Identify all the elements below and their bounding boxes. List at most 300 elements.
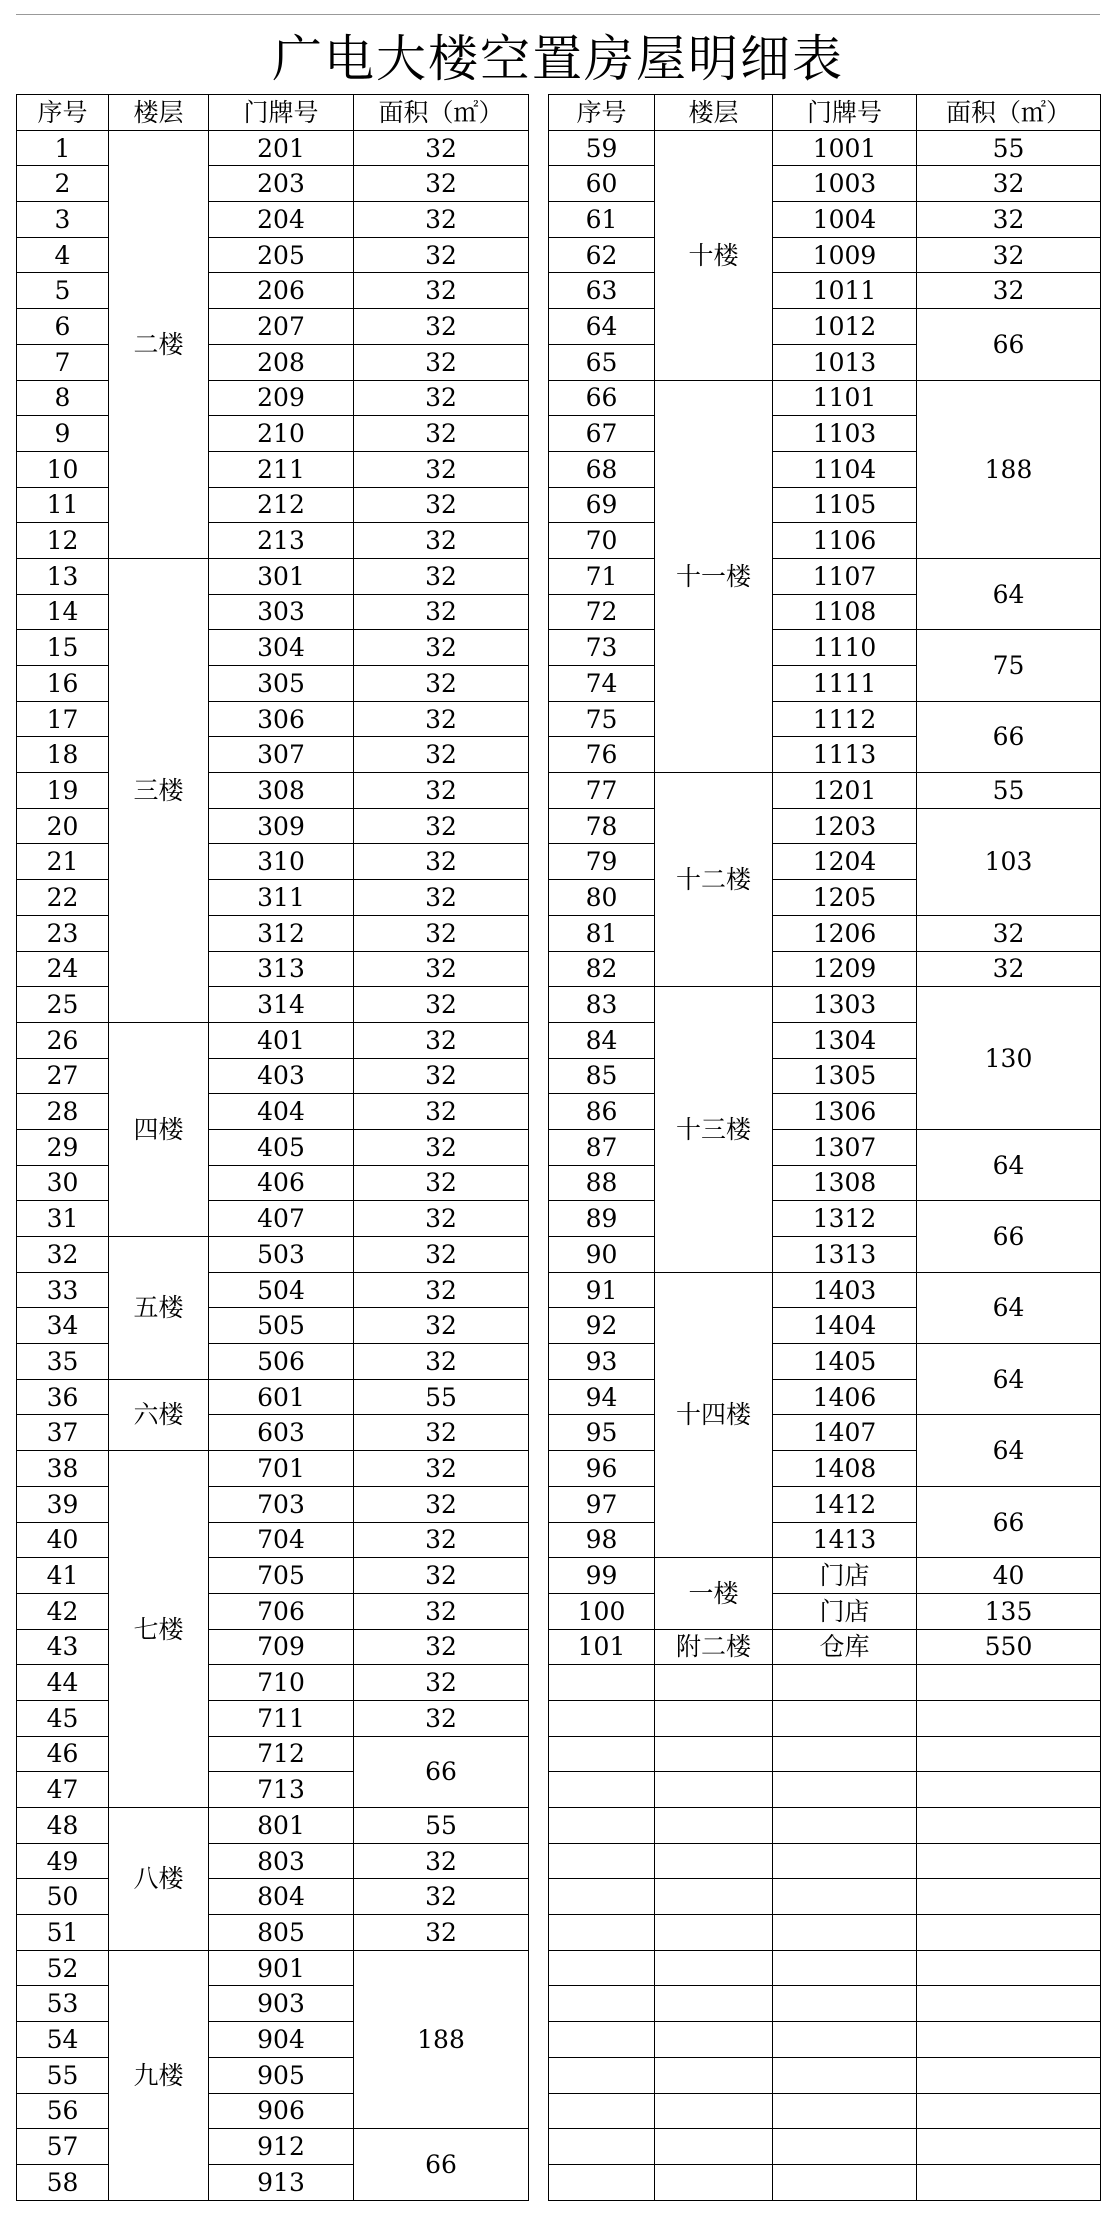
empty-row xyxy=(549,1700,1101,1736)
row-index-cell: 39 xyxy=(17,1486,109,1522)
row-index-cell: 85 xyxy=(549,1058,655,1094)
door-number-cell: 1103 xyxy=(773,416,917,452)
table-row xyxy=(549,987,1101,1023)
empty-cell xyxy=(549,2164,655,2200)
header-area: 面积（㎡） xyxy=(354,95,529,131)
row-index-cell: 100 xyxy=(549,1593,655,1629)
table-row xyxy=(549,1558,1101,1594)
area-cell: 32 xyxy=(354,487,529,523)
row-index-cell: 95 xyxy=(549,1415,655,1451)
header-index: 序号 xyxy=(549,95,655,131)
door-number-cell: 211 xyxy=(209,451,354,487)
row-index-cell: 27 xyxy=(17,1058,109,1094)
row-index-cell: 2 xyxy=(17,166,109,202)
table-row xyxy=(17,915,529,951)
empty-cell xyxy=(917,1772,1101,1808)
door-number-cell: 1011 xyxy=(773,273,917,309)
area-cell: 75 xyxy=(917,630,1101,701)
row-index-cell: 77 xyxy=(549,773,655,809)
table-row xyxy=(17,523,529,559)
door-number-cell: 1106 xyxy=(773,523,917,559)
empty-cell xyxy=(655,1808,773,1844)
door-number-cell: 310 xyxy=(209,844,354,880)
door-number-cell: 306 xyxy=(209,701,354,737)
empty-cell xyxy=(655,2057,773,2093)
table-row xyxy=(549,309,1101,345)
table-row xyxy=(17,202,529,238)
area-cell: 32 xyxy=(354,130,529,166)
table-row xyxy=(17,701,529,737)
empty-row xyxy=(549,2057,1101,2093)
area-cell: 64 xyxy=(917,1129,1101,1200)
door-number-cell: 1413 xyxy=(773,1522,917,1558)
row-index-cell: 45 xyxy=(17,1700,109,1736)
empty-row xyxy=(549,2022,1101,2058)
row-index-cell: 11 xyxy=(17,487,109,523)
door-number-cell: 309 xyxy=(209,808,354,844)
door-number-cell: 1111 xyxy=(773,666,917,702)
empty-cell xyxy=(773,1950,917,1986)
row-index-cell: 20 xyxy=(17,808,109,844)
row-index-cell: 3 xyxy=(17,202,109,238)
area-cell: 32 xyxy=(354,1522,529,1558)
table-row xyxy=(17,1700,529,1736)
row-index-cell: 82 xyxy=(549,951,655,987)
header-floor: 楼层 xyxy=(655,95,773,131)
row-index-cell: 9 xyxy=(17,416,109,452)
empty-cell xyxy=(549,1843,655,1879)
area-cell: 32 xyxy=(354,1451,529,1487)
table-row xyxy=(17,1022,529,1058)
empty-cell xyxy=(655,2129,773,2165)
area-cell: 32 xyxy=(354,701,529,737)
door-number-cell: 1312 xyxy=(773,1201,917,1237)
area-cell: 32 xyxy=(354,1665,529,1701)
door-number-cell: 207 xyxy=(209,309,354,345)
door-number-cell: 1012 xyxy=(773,309,917,345)
vacant-rooms-table-left xyxy=(16,94,529,2201)
empty-cell xyxy=(549,2129,655,2165)
row-index-cell: 96 xyxy=(549,1451,655,1487)
table-row xyxy=(17,273,529,309)
door-number-cell: 801 xyxy=(209,1808,354,1844)
door-number-cell: 1203 xyxy=(773,808,917,844)
row-index-cell: 54 xyxy=(17,2022,109,2058)
empty-cell xyxy=(655,1843,773,1879)
door-number-cell: 313 xyxy=(209,951,354,987)
door-number-cell: 1108 xyxy=(773,594,917,630)
door-number-cell: 906 xyxy=(209,2093,354,2129)
empty-cell xyxy=(655,1736,773,1772)
empty-cell xyxy=(549,2022,655,2058)
door-number-cell: 405 xyxy=(209,1129,354,1165)
door-number-cell: 1110 xyxy=(773,630,917,666)
row-index-cell: 80 xyxy=(549,880,655,916)
table-row xyxy=(17,1843,529,1879)
door-number-cell: 506 xyxy=(209,1344,354,1380)
row-index-cell: 71 xyxy=(549,558,655,594)
area-cell: 135 xyxy=(917,1593,1101,1629)
table-row xyxy=(17,1808,529,1844)
door-number-cell: 208 xyxy=(209,344,354,380)
empty-row xyxy=(549,1843,1101,1879)
area-cell: 32 xyxy=(354,808,529,844)
empty-cell xyxy=(917,1665,1101,1701)
door-number-cell: 205 xyxy=(209,237,354,273)
table-row xyxy=(17,1308,529,1344)
empty-cell xyxy=(773,1879,917,1915)
row-index-cell: 94 xyxy=(549,1379,655,1415)
area-cell: 103 xyxy=(917,808,1101,915)
door-number-cell: 1305 xyxy=(773,1058,917,1094)
row-index-cell: 13 xyxy=(17,558,109,594)
row-index-cell: 97 xyxy=(549,1486,655,1522)
door-number-cell: 305 xyxy=(209,666,354,702)
area-cell: 66 xyxy=(354,2129,529,2200)
door-number-cell: 301 xyxy=(209,558,354,594)
area-cell: 32 xyxy=(354,880,529,916)
area-cell: 32 xyxy=(354,1129,529,1165)
empty-cell xyxy=(549,1986,655,2022)
table-row xyxy=(549,951,1101,987)
row-index-cell: 10 xyxy=(17,451,109,487)
area-cell: 66 xyxy=(917,1486,1101,1557)
table-row xyxy=(17,1165,529,1201)
empty-row xyxy=(549,1879,1101,1915)
door-number-cell: 1308 xyxy=(773,1165,917,1201)
area-cell: 32 xyxy=(354,1165,529,1201)
floor-cell: 十四楼 xyxy=(655,1272,773,1558)
row-index-cell: 18 xyxy=(17,737,109,773)
floor-cell: 五楼 xyxy=(109,1237,209,1380)
row-index-cell: 59 xyxy=(549,130,655,166)
table-row xyxy=(17,1950,529,1986)
door-number-cell: 1209 xyxy=(773,951,917,987)
floor-cell: 十一楼 xyxy=(655,380,773,773)
floor-cell: 四楼 xyxy=(109,1022,209,1236)
row-index-cell: 92 xyxy=(549,1308,655,1344)
area-cell: 32 xyxy=(354,1058,529,1094)
door-number-cell: 212 xyxy=(209,487,354,523)
door-number-cell: 1201 xyxy=(773,773,917,809)
empty-cell xyxy=(917,1736,1101,1772)
row-index-cell: 56 xyxy=(17,2093,109,2129)
door-number-cell: 仓库 xyxy=(773,1629,917,1665)
row-index-cell: 87 xyxy=(549,1129,655,1165)
door-number-cell: 404 xyxy=(209,1094,354,1130)
empty-cell xyxy=(917,1879,1101,1915)
door-number-cell: 1204 xyxy=(773,844,917,880)
door-number-cell: 905 xyxy=(209,2057,354,2093)
table-row xyxy=(17,844,529,880)
table-row xyxy=(549,130,1101,166)
floor-cell: 二楼 xyxy=(109,130,209,558)
header-floor: 楼层 xyxy=(109,95,209,131)
door-number-cell: 304 xyxy=(209,630,354,666)
door-number-cell: 912 xyxy=(209,2129,354,2165)
table-row xyxy=(549,237,1101,273)
area-cell: 188 xyxy=(917,380,1101,558)
row-index-cell: 69 xyxy=(549,487,655,523)
header-door-number: 门牌号 xyxy=(773,95,917,131)
empty-cell xyxy=(549,1808,655,1844)
door-number-cell: 1206 xyxy=(773,915,917,951)
door-number-cell: 903 xyxy=(209,1986,354,2022)
row-index-cell: 24 xyxy=(17,951,109,987)
table-row xyxy=(549,1486,1101,1522)
door-number-cell: 1307 xyxy=(773,1129,917,1165)
door-number-cell: 711 xyxy=(209,1700,354,1736)
area-cell: 32 xyxy=(917,202,1101,238)
row-index-cell: 89 xyxy=(549,1201,655,1237)
header-area: 面积（㎡） xyxy=(917,95,1101,131)
row-index-cell: 40 xyxy=(17,1522,109,1558)
row-index-cell: 52 xyxy=(17,1950,109,1986)
empty-row xyxy=(549,2129,1101,2165)
area-cell: 32 xyxy=(917,273,1101,309)
area-cell: 32 xyxy=(354,237,529,273)
row-index-cell: 44 xyxy=(17,1665,109,1701)
empty-cell xyxy=(917,1915,1101,1951)
row-index-cell: 98 xyxy=(549,1522,655,1558)
door-number-cell: 601 xyxy=(209,1379,354,1415)
row-index-cell: 73 xyxy=(549,630,655,666)
door-number-cell: 206 xyxy=(209,273,354,309)
table-row xyxy=(17,737,529,773)
table-row xyxy=(17,773,529,809)
table-row xyxy=(17,1629,529,1665)
area-cell: 64 xyxy=(917,1415,1101,1486)
door-number-cell: 1112 xyxy=(773,701,917,737)
table-row xyxy=(17,1058,529,1094)
row-index-cell: 4 xyxy=(17,237,109,273)
door-number-cell: 门店 xyxy=(773,1558,917,1594)
empty-cell xyxy=(655,1950,773,1986)
row-index-cell: 14 xyxy=(17,594,109,630)
table-row xyxy=(17,1237,529,1273)
empty-cell xyxy=(549,1915,655,1951)
floor-cell: 附二楼 xyxy=(655,1629,773,1665)
row-index-cell: 31 xyxy=(17,1201,109,1237)
area-cell: 32 xyxy=(354,1593,529,1629)
door-number-cell: 门店 xyxy=(773,1593,917,1629)
row-index-cell: 35 xyxy=(17,1344,109,1380)
area-cell: 32 xyxy=(354,1879,529,1915)
table-row xyxy=(17,558,529,594)
area-cell: 32 xyxy=(354,202,529,238)
floor-cell: 九楼 xyxy=(109,1950,209,2200)
door-number-cell: 203 xyxy=(209,166,354,202)
row-index-cell: 66 xyxy=(549,380,655,416)
row-index-cell: 62 xyxy=(549,237,655,273)
empty-cell xyxy=(655,1879,773,1915)
door-number-cell: 1407 xyxy=(773,1415,917,1451)
row-index-cell: 21 xyxy=(17,844,109,880)
table-row xyxy=(549,1415,1101,1451)
table-row xyxy=(17,1486,529,1522)
table-row xyxy=(549,808,1101,844)
empty-cell xyxy=(773,2129,917,2165)
door-number-cell: 603 xyxy=(209,1415,354,1451)
table-row xyxy=(17,987,529,1023)
area-cell: 55 xyxy=(917,773,1101,809)
floor-cell: 十三楼 xyxy=(655,987,773,1273)
area-cell: 32 xyxy=(354,951,529,987)
empty-cell xyxy=(773,1772,917,1808)
vacant-rooms-table-right xyxy=(548,94,1101,2201)
floor-cell: 三楼 xyxy=(109,558,209,1022)
door-number-cell: 705 xyxy=(209,1558,354,1594)
door-number-cell: 1404 xyxy=(773,1308,917,1344)
door-number-cell: 503 xyxy=(209,1237,354,1273)
door-number-cell: 204 xyxy=(209,202,354,238)
empty-row xyxy=(549,1736,1101,1772)
table-row xyxy=(549,1129,1101,1165)
area-cell: 32 xyxy=(354,1344,529,1380)
table-row xyxy=(17,380,529,416)
door-number-cell: 1412 xyxy=(773,1486,917,1522)
area-cell: 55 xyxy=(354,1379,529,1415)
empty-cell xyxy=(773,2164,917,2200)
table-row xyxy=(17,451,529,487)
area-cell: 55 xyxy=(354,1808,529,1844)
door-number-cell: 1104 xyxy=(773,451,917,487)
header-index: 序号 xyxy=(17,95,109,131)
empty-cell xyxy=(917,1700,1101,1736)
door-number-cell: 913 xyxy=(209,2164,354,2200)
row-index-cell: 63 xyxy=(549,273,655,309)
row-index-cell: 101 xyxy=(549,1629,655,1665)
door-number-cell: 706 xyxy=(209,1593,354,1629)
empty-cell xyxy=(917,2164,1101,2200)
row-index-cell: 12 xyxy=(17,523,109,559)
table-row xyxy=(17,1736,529,1772)
door-number-cell: 712 xyxy=(209,1736,354,1772)
area-cell: 40 xyxy=(917,1558,1101,1594)
door-number-cell: 505 xyxy=(209,1308,354,1344)
area-cell: 32 xyxy=(354,773,529,809)
row-index-cell: 57 xyxy=(17,2129,109,2165)
area-cell: 64 xyxy=(917,1272,1101,1343)
area-cell: 32 xyxy=(917,237,1101,273)
empty-cell xyxy=(655,2022,773,2058)
table-row xyxy=(17,1451,529,1487)
door-number-cell: 713 xyxy=(209,1772,354,1808)
table-row xyxy=(17,1665,529,1701)
door-number-cell: 403 xyxy=(209,1058,354,1094)
row-index-cell: 38 xyxy=(17,1451,109,1487)
empty-cell xyxy=(917,1986,1101,2022)
table-row xyxy=(17,1915,529,1951)
area-cell: 32 xyxy=(354,1094,529,1130)
door-number-cell: 311 xyxy=(209,880,354,916)
door-number-cell: 1408 xyxy=(773,1451,917,1487)
row-index-cell: 17 xyxy=(17,701,109,737)
table-row xyxy=(549,273,1101,309)
row-index-cell: 41 xyxy=(17,1558,109,1594)
area-cell: 32 xyxy=(354,1629,529,1665)
row-index-cell: 28 xyxy=(17,1094,109,1130)
table-row xyxy=(17,1201,529,1237)
table-row xyxy=(17,1129,529,1165)
empty-row xyxy=(549,1808,1101,1844)
door-number-cell: 312 xyxy=(209,915,354,951)
empty-cell xyxy=(917,2129,1101,2165)
door-number-cell: 406 xyxy=(209,1165,354,1201)
table-row xyxy=(549,1344,1101,1380)
table-row xyxy=(17,344,529,380)
area-cell: 55 xyxy=(917,130,1101,166)
area-cell: 32 xyxy=(354,594,529,630)
table-row xyxy=(17,130,529,166)
empty-cell xyxy=(655,1915,773,1951)
door-number-cell: 1205 xyxy=(773,880,917,916)
door-number-cell: 1004 xyxy=(773,202,917,238)
page-title: 广电大楼空置房屋明细表 xyxy=(16,14,1100,95)
door-number-cell: 308 xyxy=(209,773,354,809)
empty-cell xyxy=(773,1700,917,1736)
empty-cell xyxy=(773,1843,917,1879)
row-index-cell: 68 xyxy=(549,451,655,487)
table-row xyxy=(17,309,529,345)
area-cell: 32 xyxy=(354,1915,529,1951)
area-cell: 64 xyxy=(917,558,1101,629)
door-number-cell: 704 xyxy=(209,1522,354,1558)
empty-cell xyxy=(917,2093,1101,2129)
area-cell: 32 xyxy=(917,915,1101,951)
empty-row xyxy=(549,1986,1101,2022)
row-index-cell: 74 xyxy=(549,666,655,702)
table-row xyxy=(17,951,529,987)
row-index-cell: 50 xyxy=(17,1879,109,1915)
door-number-cell: 1113 xyxy=(773,737,917,773)
area-cell: 32 xyxy=(354,844,529,880)
empty-row xyxy=(549,2093,1101,2129)
row-index-cell: 79 xyxy=(549,844,655,880)
door-number-cell: 1303 xyxy=(773,987,917,1023)
row-index-cell: 19 xyxy=(17,773,109,809)
empty-cell xyxy=(917,1843,1101,1879)
row-index-cell: 55 xyxy=(17,2057,109,2093)
door-number-cell: 1107 xyxy=(773,558,917,594)
row-index-cell: 65 xyxy=(549,344,655,380)
floor-cell: 十二楼 xyxy=(655,773,773,987)
empty-cell xyxy=(549,2093,655,2129)
empty-cell xyxy=(655,2093,773,2129)
table-row xyxy=(17,630,529,666)
area-cell: 130 xyxy=(917,987,1101,1130)
row-index-cell: 8 xyxy=(17,380,109,416)
area-cell: 32 xyxy=(354,1022,529,1058)
floor-cell: 六楼 xyxy=(109,1379,209,1450)
area-cell: 32 xyxy=(354,666,529,702)
table-row xyxy=(17,166,529,202)
row-index-cell: 32 xyxy=(17,1237,109,1273)
door-number-cell: 1001 xyxy=(773,130,917,166)
empty-row xyxy=(549,1665,1101,1701)
header-door-number: 门牌号 xyxy=(209,95,354,131)
row-index-cell: 90 xyxy=(549,1237,655,1273)
row-index-cell: 15 xyxy=(17,630,109,666)
door-number-cell: 804 xyxy=(209,1879,354,1915)
door-number-cell: 303 xyxy=(209,594,354,630)
area-cell: 32 xyxy=(354,737,529,773)
row-index-cell: 86 xyxy=(549,1094,655,1130)
row-index-cell: 75 xyxy=(549,701,655,737)
empty-cell xyxy=(773,1808,917,1844)
empty-cell xyxy=(655,1986,773,2022)
row-index-cell: 81 xyxy=(549,915,655,951)
